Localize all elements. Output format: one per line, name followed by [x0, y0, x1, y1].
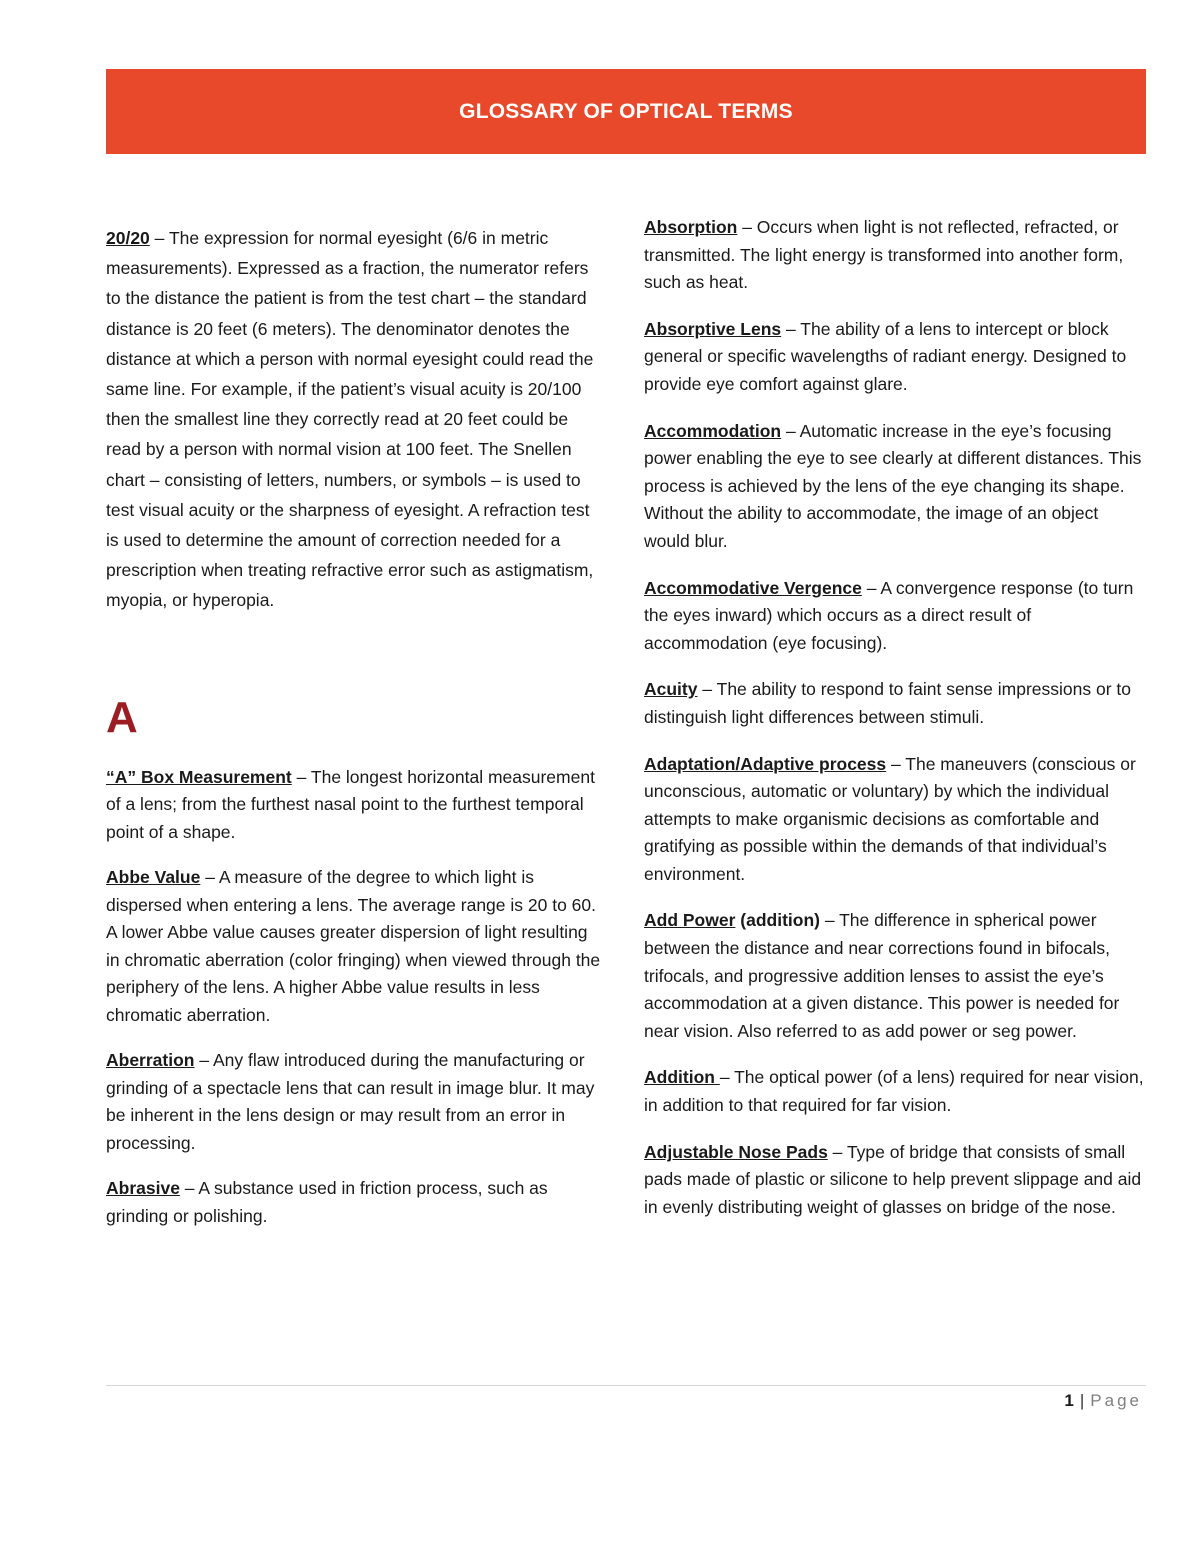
title-banner: [106, 69, 1146, 154]
definition-adjustable-nose-pads: – Type of bridge that consists of small pads made of plastic or silicone to help prevent slippage and aid in evenly distributing weight of glasses on bridge of the nose.: [644, 1141, 1142, 1217]
glossary-entry-absorptive-lens: [644, 316, 1144, 399]
glossary-entry-abrasive: [106, 1175, 606, 1230]
definition-a-box-measurement: – The longest horizontal measurement of a lens; from the furthest nasal point to the furthest temporal point of a shape.: [106, 766, 595, 842]
term-absorptive-lens: Absorptive Lens: [644, 318, 782, 339]
glossary-entry-acuity: [644, 676, 1144, 731]
term-add-power-suffix: (addition): [735, 910, 820, 931]
glossary-entry-accommodative-vergence: [644, 575, 1144, 658]
page-title: GLOSSARY OF OPTICAL TERMS: [459, 99, 793, 123]
left-column: [106, 223, 606, 1248]
definition-accommodative-vergence: – A convergence response (to turn the eyes inward) which occurs as a direct result of accommodation (eye focusing).: [644, 577, 1134, 653]
term-20-20: 20/20: [106, 228, 150, 248]
section-letter-a: A: [106, 692, 138, 742]
definition-acuity: – The ability to respond to faint sense impressions or to distinguish light differences between stimuli.: [644, 679, 1132, 727]
glossary-entry-adaptation: [644, 751, 1144, 889]
page-label: Page: [1090, 1391, 1142, 1410]
right-column: [644, 214, 1144, 1240]
definition-add-power: – The difference in spherical power between the distance and near corrections found in bifocals, trifocals, and progressive addition lenses to assist the eye’s accommodation at a given distance. This power is needed for near vision. Also referred to as add power or seg power.: [644, 910, 1120, 1041]
definition-addition: – The optical power (of a lens) required for near vision, in addition to that required for far vision.: [644, 1067, 1144, 1116]
glossary-entry-adjustable-nose-pads: [644, 1139, 1144, 1222]
term-adaptation: Adaptation/Adaptive process: [644, 753, 887, 774]
glossary-entry-abbe-value: [106, 864, 606, 1029]
definition-20-20: – The expression for normal eyesight (6/6 in metric measurements). Expressed as a fraction, the numerator refers to the distance the patient is from the test chart – the standard distance is 20 feet (6 meters). The denominator denotes the distance at which a person with normal eyesight could read the same line. For example, if the patient’s visual acuity is 20/100 then the smallest line they correctly read at 20 feet could be read by a person with normal vision at 100 feet. The Snellen chart – consisting of letters, numbers, or symbols – is used to test visual acuity or the sharpness of eyesight. A refraction test is used to determine the amount of correction needed for a prescription when treating refractive error such as astigmatism, myopia, or hyperopia.: [106, 228, 594, 611]
term-a-box-measurement: “A” Box Measurement: [106, 766, 292, 787]
glossary-entry-addition: [644, 1064, 1144, 1119]
page-footer: [1064, 1391, 1142, 1411]
glossary-entry-a-box-measurement: [106, 764, 606, 847]
glossary-entry-accommodation: [644, 418, 1144, 556]
term-accommodation: Accommodation: [644, 420, 782, 441]
term-abbe-value: Abbe Value: [106, 867, 201, 888]
page-number: 1: [1064, 1391, 1074, 1410]
definition-aberration: – Any flaw introduced during the manufacturing or grinding of a spectacle lens that can result in image blur. It may be inherent in the lens design or may result from an error in processing.: [106, 1050, 595, 1153]
definition-absorptive-lens: – The ability of a lens to intercept or block general or specific wavelengths of radiant energy. Designed to provide eye comfort against glare.: [644, 318, 1127, 394]
term-abrasive: Abrasive: [106, 1178, 180, 1199]
term-aberration: Aberration: [106, 1050, 195, 1071]
glossary-entry-add-power: [644, 907, 1144, 1045]
term-acuity: Acuity: [644, 679, 698, 700]
definition-abrasive: – A substance used in friction process, such as grinding or polishing.: [106, 1178, 548, 1226]
footer-divider: [106, 1385, 1146, 1386]
glossary-entry-absorption: [644, 214, 1144, 297]
definition-absorption: – Occurs when light is not reflected, refracted, or transmitted. The light energy is transformed into another form, such as heat.: [644, 217, 1124, 293]
page-separator: |: [1079, 1391, 1085, 1410]
term-add-power: Add Power: [644, 910, 736, 931]
term-absorption: Absorption: [644, 217, 738, 237]
glossary-entry-aberration: [106, 1047, 606, 1157]
definition-accommodation: – Automatic increase in the eye’s focusing power enabling the eye to see clearly at different distances. This process is achieved by the lens of the eye changing its shape. Without the ability to accommodate, the image of an object would blur.: [644, 420, 1142, 551]
intro-entry-20-20: [106, 223, 606, 616]
term-adjustable-nose-pads: Adjustable Nose Pads: [644, 1141, 828, 1162]
term-accommodative-vergence: Accommodative Vergence: [644, 577, 862, 598]
definition-adaptation: – The maneuvers (conscious or unconscious, automatic or voluntary) by which the individual attempts to make organismic decisions as comfortable and gratifying as possible within the demands of that individual’s environment.: [644, 753, 1136, 884]
definition-abbe-value: – A measure of the degree to which light is dispersed when entering a lens. The average range is 20 to 60. A lower Abbe value causes greater dispersion of light resulting in chromatic aberration (color fringing) when viewed through the periphery of the lens. A higher Abbe value results in less chromatic aberration.: [106, 867, 601, 1025]
term-addition: Addition: [644, 1067, 720, 1088]
